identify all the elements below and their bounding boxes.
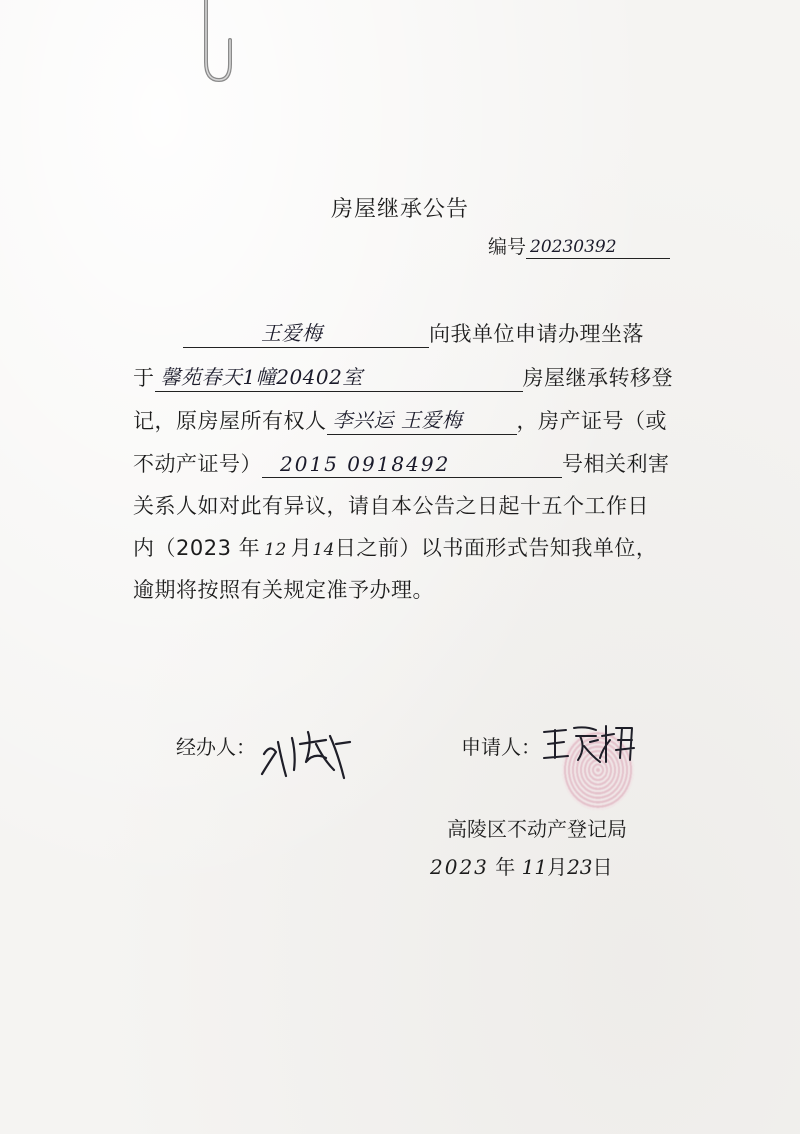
applicant-signature: [540, 718, 640, 768]
body-line-3: [133, 405, 667, 435]
text-apply: 向我单位申请办理坐落: [429, 322, 644, 346]
applicant-label: 申请人：: [461, 735, 541, 759]
body-line-1: [183, 318, 644, 348]
handler-label: 经办人：: [176, 735, 256, 759]
text-transfer: 房屋继承转移登: [522, 366, 673, 390]
ref-number: 20230392: [530, 237, 617, 257]
handler-signature: [256, 714, 356, 784]
text-within-open: 内（2023 年: [133, 536, 261, 560]
document-title: 房屋继承公告: [330, 197, 469, 222]
paper-clip-icon: [192, 0, 242, 90]
office-name: 高陵区不动产登记局: [447, 817, 627, 841]
orig-owners: 李兴运 王爱梅: [332, 408, 463, 432]
body-line-5: 关系人如对此有异议，请自本公告之日起十五个工作日: [133, 494, 649, 518]
text-orig-owner: 记，原房屋所有权人: [133, 409, 327, 433]
body-line-7: 逾期将按照有关规定准予办理。: [133, 578, 434, 602]
deadline-day: 14: [312, 540, 335, 560]
body-line-6: [133, 532, 657, 562]
reference-line: [488, 232, 670, 259]
location: 馨苑春天1幢20402室: [160, 365, 363, 389]
text-related: 号相关利害: [562, 452, 670, 476]
text-cert: ，房产证号（或: [516, 409, 667, 433]
text-at: 于: [133, 366, 155, 390]
signing-date: [430, 851, 613, 880]
date-day: 23: [567, 855, 593, 879]
applicant-name-field: [183, 321, 429, 348]
body-line-4: [133, 448, 670, 478]
text-realty-cert: 不动产证号）: [133, 452, 262, 476]
text-day-before: 日之前）以书面形式告知我单位，: [334, 536, 658, 560]
text-month: 月: [290, 536, 313, 560]
deadline-month: 12: [264, 540, 287, 560]
orig-owners-field: [327, 408, 517, 435]
ref-label: 编号: [488, 236, 527, 258]
location-field: [155, 365, 523, 392]
date-day-char: 日: [592, 855, 613, 879]
date-month: 11: [521, 855, 548, 879]
date-year-char: 年: [495, 855, 516, 879]
cert-number: 2015 0918492: [280, 452, 451, 476]
body-line-2: [133, 362, 673, 392]
cert-number-field: [262, 451, 562, 478]
date-year: 2023: [430, 855, 489, 879]
ref-number-field: [526, 236, 670, 259]
applicant-name: 王爱梅: [261, 321, 323, 345]
date-month-char: 月: [547, 855, 568, 879]
